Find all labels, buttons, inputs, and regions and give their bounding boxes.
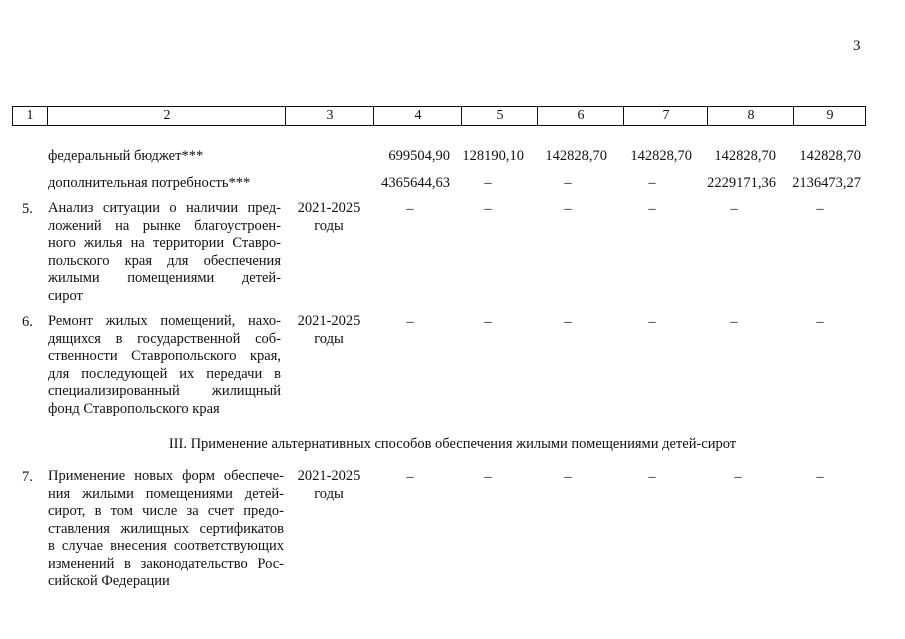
description-line: сирот — [48, 287, 83, 304]
funding-value: 4365644,63 — [381, 175, 450, 191]
item-value: – — [730, 314, 738, 330]
item-number: 7. — [22, 469, 33, 485]
item-value: – — [406, 314, 414, 330]
item-description — [48, 200, 281, 305]
funding-value: 142828,70 — [799, 148, 861, 164]
item-period — [286, 468, 372, 503]
description-line: изменений в законодательство Рос- — [48, 555, 284, 572]
item-period — [286, 313, 372, 348]
section-title: III. Применение альтернативных способов обеспечения жилыми помещениями детей-сирот — [168, 436, 737, 452]
column-header: 1 — [26, 108, 34, 123]
column-header: 4 — [373, 107, 462, 125]
funding-value: 142828,70 — [545, 148, 607, 164]
item-value: – — [406, 201, 414, 217]
item-value: – — [816, 469, 824, 485]
column-header: 8 — [707, 107, 794, 125]
funding-value: – — [484, 175, 492, 191]
column-header: 6 — [537, 107, 624, 125]
description-line: жилыми помещениями детей- — [48, 270, 281, 286]
period-years: 2021-2025 — [297, 468, 361, 484]
period-years: 2021-2025 — [297, 313, 361, 329]
description-line: сирот, в том числе за счет предо- — [48, 503, 284, 519]
item-value: – — [564, 201, 572, 217]
item-value: – — [648, 469, 656, 485]
item-value: – — [406, 469, 414, 485]
funding-row-label: федеральный бюджет*** — [48, 148, 204, 164]
item-value: – — [564, 314, 572, 330]
item-description — [48, 313, 281, 418]
item-value: – — [730, 201, 738, 217]
item-description — [48, 468, 284, 591]
period-unit: годы — [314, 485, 344, 502]
funding-value: 128190,10 — [462, 148, 524, 164]
description-line: ственности Ставропольского края, — [48, 348, 281, 364]
description-line: Ремонт жилых помещений, нахо- — [48, 313, 281, 329]
period-unit: годы — [314, 217, 344, 234]
column-header: 7 — [623, 107, 708, 125]
item-value: – — [816, 201, 824, 217]
description-line: польского края для обеспечения — [48, 252, 281, 269]
item-value: – — [484, 469, 492, 485]
description-line: Применение новых форм обеспече- — [48, 468, 284, 484]
description-line: Анализ ситуации о наличии пред- — [48, 200, 281, 216]
description-line: дящихся в государственной соб- — [48, 330, 281, 347]
description-line: ного жилья на территории Ставро- — [48, 235, 281, 251]
item-value: – — [484, 201, 492, 217]
page-number: 3 — [853, 38, 861, 54]
period-unit: годы — [314, 330, 344, 347]
funding-value: 142828,70 — [630, 148, 692, 164]
period-years: 2021-2025 — [297, 200, 361, 216]
description-line: для последующей их передачи в — [48, 365, 281, 382]
column-number-header-row — [12, 106, 866, 126]
funding-value: – — [564, 175, 572, 191]
description-line: специализированный жилищный — [48, 383, 281, 399]
description-line: в случае внесения соответствующих — [48, 538, 284, 554]
column-header: 5 — [461, 107, 538, 125]
funding-value: 2229171,36 — [707, 175, 776, 191]
description-line: ния жилыми помещениями детей- — [48, 485, 284, 502]
column-header: 3 — [285, 107, 374, 125]
funding-value: 2136473,27 — [792, 175, 861, 191]
item-period — [286, 200, 372, 235]
funding-value: 142828,70 — [714, 148, 776, 164]
item-value: – — [816, 314, 824, 330]
description-line: ставления жилищных сертификатов — [48, 520, 284, 537]
item-value: – — [564, 469, 572, 485]
description-line: сийской Федерации — [48, 573, 170, 589]
funding-value: 699504,90 — [388, 148, 450, 164]
funding-row-label: дополнительная потребность*** — [48, 175, 251, 191]
item-number: 5. — [22, 201, 33, 217]
item-value: – — [648, 201, 656, 217]
description-line: ложений на рынке благоустроен- — [48, 217, 281, 234]
item-value: – — [734, 469, 742, 485]
item-number: 6. — [22, 314, 33, 330]
item-value: – — [648, 314, 656, 330]
item-value: – — [484, 314, 492, 330]
funding-value: – — [648, 175, 656, 191]
column-header: 9 — [793, 107, 866, 125]
description-line: фонд Ставропольского края — [48, 400, 220, 417]
column-header: 2 — [47, 107, 286, 125]
